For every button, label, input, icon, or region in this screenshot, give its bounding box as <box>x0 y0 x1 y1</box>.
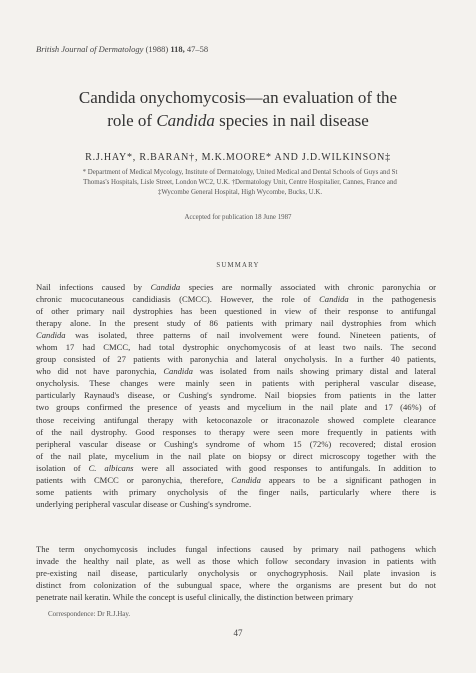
affiliation-line: ‡Wycombe General Hospital, High Wycombe, Bucks, U.K. <box>157 189 323 196</box>
abstract-line: particularly Raynaud's disease, or Cushing's syndrome. Nail biopsies from patients in the latter <box>36 390 436 401</box>
affiliations <box>34 168 446 198</box>
abstract-line: therapy alone. In the present study of 86 patients with primary nail dystrophies from which <box>36 318 436 329</box>
abstract-line: of the nail dystrophy. Good responses to therapy were seen more frequently in patients with <box>36 426 436 437</box>
abstract-line: whom 17 had CMCC, had total dystrophic onychomycosis of at least two nails. The second <box>36 342 436 353</box>
title-line-2 <box>20 109 456 132</box>
abstract-line: those receiving antifungal therapy with ketoconazole or itraconazole showed complete clearance <box>36 414 436 425</box>
body-line: penetrate nail keratin. While the concept is useful clinically, the distinction between primary <box>36 592 354 603</box>
author-list: R.J.HAY*, R.BARAN†, M.K.MOORE* AND J.D.WILKINSON‡ <box>85 152 391 163</box>
body-line: pre-existing nail disease, particularly onycholysis or onychogryphosis. Nail plate invasion is <box>36 568 436 579</box>
abstract-line: Nail infections caused by Candida species are normally associated with chronic paronychia or <box>36 282 436 292</box>
body-line: distinct from colonization of the subungual space, where the organisms are present but do not <box>36 580 436 591</box>
abstract-line: two groups confirmed the presence of yeasts and mycelium in the nail plate and 17 (46%) of <box>36 402 436 413</box>
affiliation-line: Thomas's Hospitals, Lisle Street, London WC2, U.K. †Dermatology Unit, Centre Hospitalier, Cannes, France and <box>83 179 397 186</box>
abstract-line: underlying peripheral vascular disease or Cushing's syndrome. <box>36 498 252 509</box>
abstract-line: of the nail plate, mycelium in the nail plate on biopsy or direct microscopy together with the <box>36 450 436 461</box>
abstract-line: some patients with primary onycholysis of the finger nails, particularly where there is <box>36 486 436 497</box>
correspondence-note: Correspondence: Dr R.J.Hay. <box>48 610 131 618</box>
abstract-line: onycholysis. These changes were mainly seen in patients with peripheral vascular disease, <box>36 378 436 389</box>
article-title <box>20 86 456 132</box>
body-line: The term onychomycosis includes fungal infections caused by primary nail pathogens which <box>36 544 436 554</box>
abstract-line: isolation of C. albicans were all associated with good responses to antifungals. In addition to <box>36 462 437 473</box>
title-line-2-italic: Candida <box>156 111 215 130</box>
journal-volume: 118, <box>170 44 185 54</box>
abstract-line: peripheral vascular disease or Cushing's syndrome of whom 15 (72%) recovered; distal erosion <box>36 438 436 449</box>
body-text <box>36 543 436 603</box>
abstract-line: Candida was isolated, three patterns of nail involvement were found. Nineteen patients, of <box>36 330 436 341</box>
body-line: invade the healthy nail plate, as well as those which follow secondary invasion in patients with <box>36 556 436 567</box>
accepted-date: Accepted for publication 18 June 1987 <box>184 214 292 221</box>
journal-citation <box>36 44 208 54</box>
abstract-line: patients with CMCC or paronychia, therefore, Candida appears to be a significant pathogen in <box>36 474 436 485</box>
abstract-line: chronic mucocutaneous candidiasis (CMCC). However, the role of Candida in the pathogenesis <box>36 294 436 305</box>
journal-pages: 47–58 <box>186 44 209 54</box>
title-line-2-pre: role of <box>107 111 157 130</box>
summary-heading: SUMMARY <box>216 262 260 269</box>
affiliation-line: * Department of Medical Mycology, Institute of Dermatology, United Medical and Dental Schools of Guys and St <box>82 169 398 176</box>
journal-year: (1988) <box>145 44 169 54</box>
abstract-text <box>36 281 436 510</box>
abstract-line: of other primary nail dystrophies has been questioned in view of their response to antifungal <box>36 306 436 317</box>
title-line-1: Candida onychomycosis—an evaluation of the <box>78 88 398 107</box>
abstract-line: group consisted of 27 patients with paronychia and lateral onycholysis. In a further 40 patients, <box>36 354 436 365</box>
page-number: 47 <box>233 628 243 638</box>
journal-name: British Journal of Dermatology <box>36 44 144 54</box>
title-line-2-post: species in nail disease <box>214 111 369 130</box>
abstract-line: who did not have paronychia, Candida was isolated from nails showing primary distal and lateral <box>36 366 436 377</box>
